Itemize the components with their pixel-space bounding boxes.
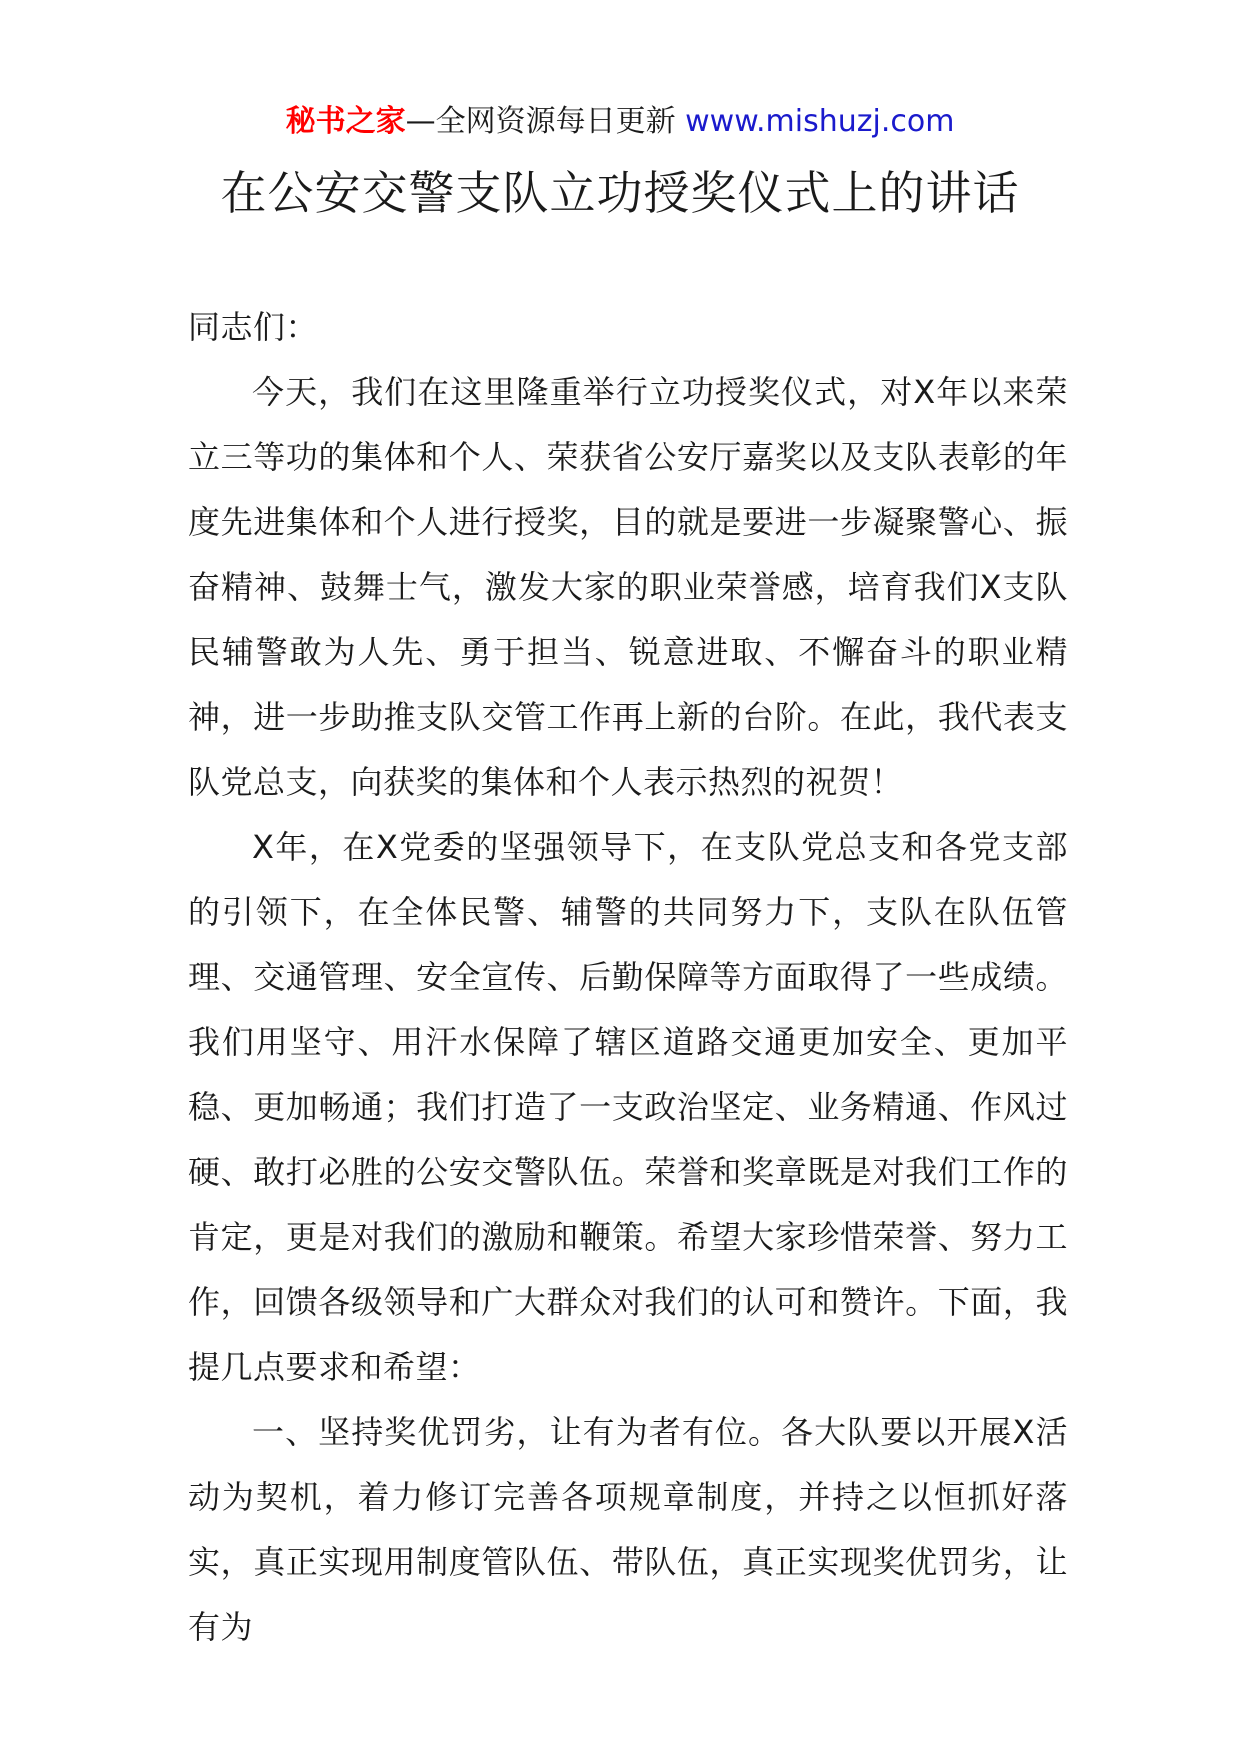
document-body bbox=[188, 295, 1068, 1660]
site-header-banner bbox=[0, 100, 1240, 144]
salutation: 同志们： bbox=[188, 308, 319, 346]
paragraph-1: 今天，我们在这里隆重举行立功授奖仪式，对X年以来荣立三等功的集体和个人、荣获省公安厅嘉奖以及支队表彰的年度先进集体和个人进行授奖，目的就是要进一步凝聚警心、振奋精神、鼓舞士气，激发大家的职业荣誉感，培育我们X支队民辅警敢为人先、勇于担当、锐意进取、不懈奋斗的职业精神，进一步助推支队交管工作再上新的台阶。在此，我代表支队党总支，向获奖的集体和个人表示热烈的祝贺！ bbox=[188, 373, 1068, 801]
site-brand: 秘书之家 bbox=[285, 104, 406, 139]
site-slogan: —全网资源每日更新 bbox=[405, 104, 686, 139]
paragraph-3: 一、坚持奖优罚劣，让有为者有位。各大队要以开展X活动为契机，着力修订完善各项规章制度，并持之以恒抓好落实，真正实现用制度管队伍、带队伍，真正实现奖优罚劣，让有为 bbox=[188, 1413, 1068, 1646]
site-url[interactable]: www.mishuzj.com bbox=[685, 104, 955, 139]
document-title: 在公安交警支队立功授奖仪式上的讲话 bbox=[220, 166, 1020, 220]
paragraph-2: X年，在X党委的坚强领导下，在支队党总支和各党支部的引领下，在全体民警、辅警的共同努力下，支队在队伍管理、交通管理、安全宣传、后勤保障等方面取得了一些成绩。我们用坚守、用汗水保障了辖区道路交通更加安全、更加平稳、更加畅通；我们打造了一支政治坚定、业务精通、作风过硬、敢打必胜的公安交警队伍。荣誉和奖章既是对我们工作的肯定，更是对我们的激励和鞭策。希望大家珍惜荣誉、努力工作，回馈各级领导和广大群众对我们的认可和赞许。下面，我提几点要求和希望： bbox=[188, 828, 1068, 1386]
